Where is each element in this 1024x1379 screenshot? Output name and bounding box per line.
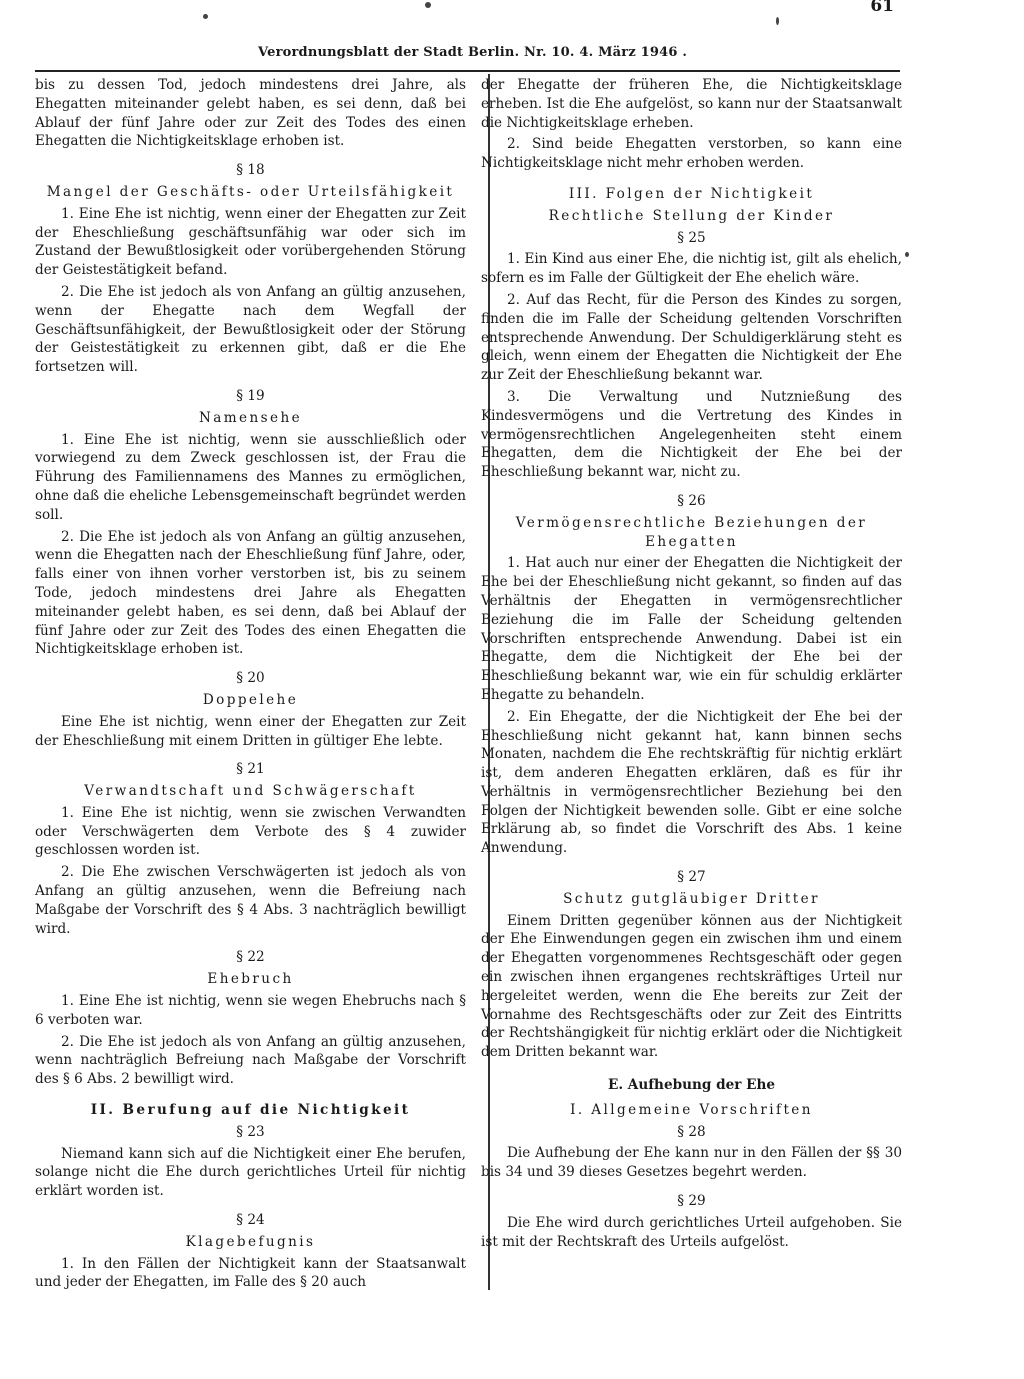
section-heading: § 28 [677,1123,706,1140]
part-heading: III. Folgen der Nichtigkeit [568,185,815,202]
paragraph: 1. Eine Ehe ist nichtig, wenn einer der Ehegatten zur Zeit der Eheschließung geschäftsunfähig war oder sich im Zustand der Bewußtlosigkeit oder vorübergehenden Störung der Geistestätigkeit befand. [35,205,466,279]
paragraph: 3. Die Verwaltung und Nutznießung des Kindesvermögens und die Vertretung des Kindes in vermögensrechtlichen Angelegenheiten steht einem Ehegatten, dem die Nichtigkeit der Ehe bei der Eheschließung bekannt war, nicht zu. [481,388,902,481]
part-heading: II. Berufung auf die Nichtigkeit [90,1102,411,1119]
paragraph: Eine Ehe ist nichtig, wenn einer der Ehegatten zur Zeit der Eheschließung mit einem Dritten in gültiger Ehe lebte. [35,713,466,749]
paragraph: 2. Sind beide Ehegatten verstorben, so kann eine Nichtigkeitsklage nicht mehr erhoben werden. [481,136,902,172]
paragraph: 1. Ein Kind aus einer Ehe, die nichtig ist, gilt als ehelich, sofern es im Falle der Gültigkeit der Ehe ehelich wäre. [481,251,902,287]
paragraph: Einem Dritten gegenüber können aus der Nichtigkeit der Ehe Einwendungen gegen ein zwischen ihm und einem der Ehegatten vorgenommenes Rechtsgeschäft oder gegen ein zwischen ihnen ergangenes rechtskräftiges Urteil nur hergeleitet werden, wenn die Ehe bereits zur Zeit der Vornahme des Rechtsgeschäfts oder zur Zeit des Eintritts der Rechtshängigkeit für nichtig erklärt oder die Nichtigkeit dem Dritten bekannt war. [481,912,902,1061]
section-heading: § 22 [236,949,265,966]
section-heading: § 24 [236,1212,265,1229]
scan-speck [425,2,431,8]
scan-speck [776,17,779,25]
continuation-text: bis zu dessen Tod, jedoch mindestens drei Jahre, als Ehegatten miteinander gelebt haben, es sei denn, daß bei Ablauf der fünf Jahre oder zur Zeit des Todes des einen Ehegatten die Nichtigkeitsklage erhoben ist. [35,77,466,150]
section-title: Mangel der Geschäfts- oder Urteilsfähigkeit [46,183,455,200]
section-title: Ehebruch [207,971,294,988]
paragraph: 1. Hat auch nur einer der Ehegatten die Nichtigkeit der Ehe bei der Eheschließung nicht gekannt, so finden auf das Verhältnis der Ehegatten in vermögensrechtlicher Beziehung die im Falle der Scheidung geltenden Vorschriften entsprechende Anwendung. Dabei ist ein Ehegatte, dem die Nichtigkeit der Ehe bei der Eheschließung bekannt war, wie ein für schuldig erklärter Ehegatte zu behandeln. [481,555,902,703]
paragraph: 2. Die Ehe ist jedoch als von Anfang an gültig anzusehen, wenn die Ehegatten nach der Eheschließung fünf Jahre, oder, falls einer von ihnen vorher verstorben ist, bis zu seinem Tode, jedoch mindestens drei Jahre als Ehegatten miteinander gelebt haben, es sei denn, daß bei Ablauf der fünf Jahre oder zur Zeit des Todes des einen Ehegatten die Nichtigkeitsklage erhoben ist. [35,528,466,658]
section-title: Doppelehe [202,691,299,708]
header-rule [35,70,900,72]
section-heading: § 25 [677,229,706,246]
left-column [35,76,466,1295]
section-title: Namensehe [198,409,303,426]
section-heading: § 21 [236,761,265,778]
paragraph: Die Ehe wird durch gerichtliches Urteil aufgehoben. Sie ist mit der Rechtskraft des Urteils aufgelöst. [481,1214,902,1250]
paragraph: 1. Eine Ehe ist nichtig, wenn sie zwischen Verwandten oder Verschwägerten dem Verbote des § 4 zuwider geschlossen worden ist. [35,804,466,859]
scan-speck [905,252,909,257]
paragraph: 2. Die Ehe ist jedoch als von Anfang an gültig anzusehen, wenn nachträglich Befreiung nach Maßgabe der Vorschrift des § 6 Abs. 2 bewilligt wird. [35,1033,466,1088]
section-heading: § 26 [677,492,706,509]
paragraph: 2. Auf das Recht, für die Person des Kindes zu sorgen, finden die im Falle der Scheidung geltenden Vorschriften entsprechende Anwendung. Der Schuldigerklärung steht es gleich, wenn einem der Ehegatten die Nichtigkeit der Ehe zur Zeit der Eheschließung bekannt war. [481,291,902,384]
paragraph: Niemand kann sich auf die Nichtigkeit einer Ehe berufen, solange nicht die Ehe durch gerichtliches Urteil für nichtig erklärt worden ist. [35,1145,466,1200]
right-column [481,76,902,1254]
continuation-text: der Ehegatte der früheren Ehe, die Nichtigkeitsklage erheben. Ist die Ehe aufgelöst, so kann nur der Staatsanwalt die Nichtigkeitsklage erheben. [481,77,902,131]
section-title: Verwandtschaft und Schwägerschaft [84,783,417,800]
running-head: Verordnungsblatt der Stadt Berlin. Nr. 10. 4. März 1946 . [258,45,688,60]
paragraph: 2. Ein Ehegatte, der die Nichtigkeit der Ehe bei der Eheschließung nicht gekannt hat, kann binnen sechs Monaten, nachdem die Ehe rechtskräftig für nichtig erklärt ist, dem anderen Ehegatten erklären, daß es für ihr Verhältnis in vermögensrechtlicher Beziehung bei den Folgen der Nichtigkeit bewenden solle. Gibt er eine solche Erklärung ab, so findet die Vorschrift des Abs. 1 keine Anwendung. [481,708,902,857]
section-heading: § 19 [236,387,265,404]
section-title: Rechtliche Stellung der Kinder [548,207,835,224]
page-number: 61 [870,0,894,16]
section-heading: § 27 [677,869,706,886]
paragraph: 1. In den Fällen der Nichtigkeit kann der Staatsanwalt und jeder der Ehegatten, im Falle des § 20 auch [35,1255,466,1291]
section-heading: § 23 [236,1123,265,1140]
scan-speck [203,14,208,19]
section-title: Klagebefugnis [185,1233,316,1250]
paragraph: 1. Eine Ehe ist nichtig, wenn sie wegen Ehebruchs nach § 6 verboten war. [35,993,466,1028]
paragraph: 2. Die Ehe ist jedoch als von Anfang an gültig anzusehen, wenn der Ehegatte nach dem Wegfall der Geschäftsunfähigkeit, der Bewußtlosigkeit oder der Störung der Geistestätigkeit zu erkennen gibt, daß er die Ehe fortsetzen will. [35,283,466,376]
section-heading: § 20 [236,670,265,687]
section-heading: § 18 [236,162,265,179]
paragraph: 1. Eine Ehe ist nichtig, wenn sie ausschließlich oder vorwiegend zu dem Zweck geschlossen ist, der Frau die Führung des Familiennamens des Mannes zu ermöglichen, ohne daß die eheliche Lebensgemeinschaft begründet werden soll. [35,431,466,523]
section-title: Vermögensrechtliche Beziehungen der Ehegatten [515,514,868,550]
section-heading: § 29 [677,1193,706,1210]
section-title: I. Allgemeine Vorschriften [570,1101,813,1118]
paragraph: Die Aufhebung der Ehe kann nur in den Fällen der §§ 30 bis 34 und 39 dieses Gesetzes begehrt werden. [481,1145,902,1181]
part-heading: E. Aufhebung der Ehe [607,1077,776,1094]
section-title: Schutz gutgläubiger Dritter [563,890,820,907]
paragraph: 2. Die Ehe zwischen Verschwägerten ist jedoch als von Anfang an gültig anzusehen, wenn die Befreiung nach Maßgabe der Vorschrift des § 4 Abs. 3 nachträglich bewilligt wird. [35,864,466,937]
